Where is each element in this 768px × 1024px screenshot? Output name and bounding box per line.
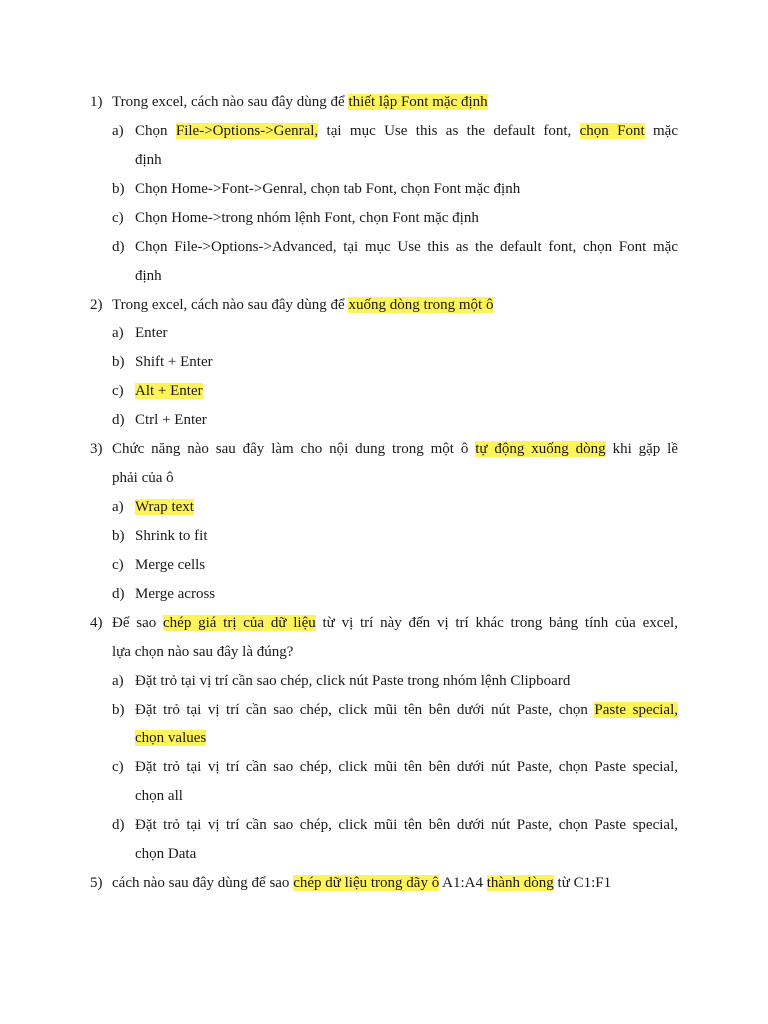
- text-segment: Đặt trỏ tại vị trí cần sao chép, click mũi tên bên dưới nút Paste, chọn: [135, 701, 595, 718]
- text-segment: chọn all: [135, 788, 183, 805]
- question-text-line: [112, 642, 678, 662]
- question-number: 5): [90, 875, 103, 892]
- option-text-line: [135, 671, 678, 691]
- option-text-line: [135, 728, 678, 748]
- text-segment: lựa chọn nào sau đây là đúng?: [112, 643, 294, 660]
- question-text-line: [112, 873, 678, 893]
- text-segment: Shift + Enter: [135, 354, 213, 371]
- option-text-line: [135, 844, 678, 864]
- option-text-line: [135, 815, 678, 835]
- highlighted-text: chép giá trị của dữ liệu: [163, 614, 316, 631]
- option-label: c): [112, 209, 124, 226]
- highlighted-text: Alt + Enter: [135, 383, 203, 400]
- text-segment: Chọn: [135, 122, 176, 139]
- option-label: a): [112, 325, 124, 342]
- text-segment: khi gặp lề: [605, 441, 678, 458]
- highlighted-text: File->Options->Genral,: [175, 122, 319, 139]
- option-label: d): [112, 585, 125, 602]
- text-segment: định: [135, 151, 162, 168]
- option-text-line: [135, 266, 678, 286]
- option-label: d): [112, 817, 125, 834]
- text-segment: Shrink to fit: [135, 527, 208, 544]
- option-label: b): [112, 354, 125, 371]
- option-label: b): [112, 180, 125, 197]
- option-label: d): [112, 238, 125, 255]
- text-segment: Để sao: [112, 614, 164, 631]
- text-segment: từ vị trí này đến vị trí khác trong bảng tính của excel,: [315, 614, 678, 631]
- option-text-line: [135, 179, 678, 199]
- text-segment: chọn Data: [135, 846, 197, 863]
- text-segment: Chọn Home->Font->Genral, chọn tab Font, chọn Font mặc định: [135, 180, 521, 197]
- question-text-line: [112, 613, 678, 633]
- option-text-line: [135, 208, 678, 228]
- option-text-line: [135, 323, 678, 343]
- text-segment: từ C1:F1: [553, 875, 612, 892]
- option-text-line: [135, 786, 678, 806]
- text-segment: phải của ô: [112, 470, 174, 487]
- text-segment: Chọn File->Options->Advanced, tại mục Use this as the default font, chọn Font mặc: [135, 238, 678, 255]
- text-segment: Trong excel, cách nào sau đây dùng để: [112, 94, 349, 110]
- option-text-line: [135, 555, 678, 575]
- option-label: b): [112, 701, 125, 718]
- question-text-line: [112, 439, 678, 459]
- highlighted-text: chọn Font: [579, 122, 645, 139]
- option-text-line: [135, 757, 678, 777]
- option-text-line: [135, 381, 678, 401]
- option-text-line: [135, 410, 678, 430]
- option-label: a): [112, 499, 124, 516]
- question-number: 3): [90, 441, 103, 458]
- option-text-line: [135, 352, 678, 372]
- option-text-line: [135, 121, 678, 141]
- text-segment: mặc: [644, 122, 678, 139]
- highlighted-text: xuống dòng trong một ô: [348, 296, 494, 313]
- text-segment: Enter: [135, 325, 168, 342]
- question-number: 1): [90, 94, 103, 110]
- option-label: a): [112, 122, 124, 139]
- option-label: c): [112, 556, 124, 573]
- option-text-line: [135, 526, 678, 546]
- highlighted-text: chọn values: [135, 730, 207, 747]
- text-segment: Merge across: [135, 585, 216, 602]
- text-segment: định: [135, 267, 162, 284]
- text-segment: Chức năng nào sau đây làm cho nội dung trong một ô: [112, 441, 476, 458]
- highlighted-text: tự động xuống dòng: [475, 441, 606, 458]
- text-segment: tại mục Use this as the default font,: [318, 122, 580, 139]
- option-label: b): [112, 527, 125, 544]
- question-number: 2): [90, 296, 103, 313]
- question-number: 4): [90, 614, 103, 631]
- text-segment: A1:A4: [439, 875, 487, 892]
- option-text-line: [135, 150, 678, 170]
- question-text-line: [112, 295, 678, 315]
- highlighted-text: thiết lập Font mặc định: [348, 94, 488, 110]
- question-text-line: [112, 92, 678, 112]
- text-segment: Đặt trỏ tại vị trí cần sao chép, click nút Paste trong nhóm lệnh Clipboard: [135, 672, 571, 689]
- text-segment: Đặt trỏ tại vị trí cần sao chép, click mũi tên bên dưới nút Paste, chọn Paste special,: [135, 759, 678, 776]
- text-segment: Merge cells: [135, 556, 206, 573]
- highlighted-text: thành dòng: [486, 875, 554, 892]
- highlighted-text: Paste special,: [594, 701, 678, 718]
- text-segment: Ctrl + Enter: [135, 412, 207, 429]
- text-segment: Chọn Home->trong nhóm lệnh Font, chọn Font mặc định: [135, 209, 479, 226]
- option-label: c): [112, 383, 124, 400]
- option-text-line: [135, 497, 678, 517]
- question-text-line: [112, 468, 678, 488]
- highlighted-text: Wrap text: [135, 499, 194, 516]
- option-text-line: [135, 700, 678, 720]
- text-segment: Trong excel, cách nào sau đây dùng để: [112, 296, 349, 313]
- option-label: a): [112, 672, 124, 689]
- option-text-line: [135, 584, 678, 604]
- text-segment: cách nào sau đây dùng để sao: [112, 875, 294, 892]
- option-text-line: [135, 237, 678, 257]
- highlighted-text: chép dữ liệu trong dãy ô: [293, 875, 440, 892]
- text-segment: Đặt trỏ tại vị trí cần sao chép, click mũi tên bên dưới nút Paste, chọn Paste special,: [135, 817, 678, 834]
- option-label: c): [112, 759, 124, 776]
- option-label: d): [112, 412, 125, 429]
